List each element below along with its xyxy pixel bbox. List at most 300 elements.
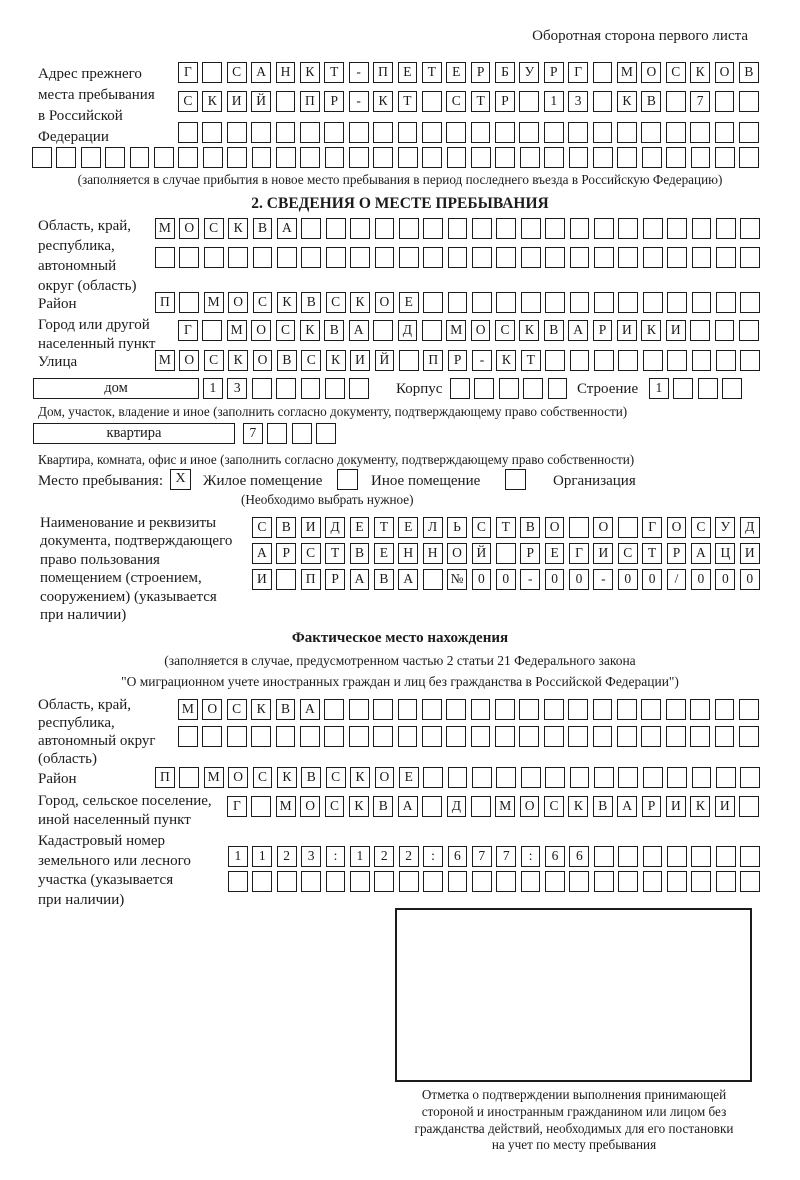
char-cell[interactable]: 0 — [545, 569, 565, 590]
char-cell[interactable] — [570, 247, 590, 268]
char-cell[interactable]: 2 — [374, 846, 394, 867]
char-cell[interactable]: 7 — [496, 846, 516, 867]
char-cell[interactable] — [521, 292, 541, 313]
char-cell[interactable] — [545, 350, 565, 371]
char-cell[interactable] — [594, 292, 614, 313]
char-cell[interactable]: Д — [740, 517, 760, 538]
char-cell[interactable] — [324, 699, 344, 720]
char-cell[interactable] — [471, 726, 491, 747]
char-cell[interactable] — [570, 292, 590, 313]
char-cell[interactable]: Е — [398, 62, 418, 83]
char-cell[interactable]: Ц — [715, 543, 735, 564]
char-cell[interactable] — [643, 292, 663, 313]
char-cell[interactable] — [715, 320, 735, 341]
char-cell[interactable]: - — [520, 569, 540, 590]
char-cell[interactable]: Й — [375, 350, 395, 371]
cadastral-row-2[interactable] — [228, 871, 760, 892]
char-cell[interactable]: 0 — [618, 569, 638, 590]
char-cell[interactable]: Р — [448, 350, 468, 371]
char-cell[interactable] — [422, 726, 442, 747]
char-cell[interactable]: И — [252, 569, 272, 590]
char-cell[interactable] — [349, 726, 369, 747]
char-cell[interactable] — [422, 91, 442, 112]
char-cell[interactable] — [495, 699, 515, 720]
char-cell[interactable]: Р — [324, 91, 344, 112]
char-cell[interactable] — [472, 247, 492, 268]
char-cell[interactable]: С — [253, 767, 273, 788]
char-cell[interactable] — [399, 871, 419, 892]
char-cell[interactable]: В — [593, 796, 613, 817]
char-cell[interactable] — [227, 726, 247, 747]
char-cell[interactable] — [349, 122, 369, 143]
char-cell[interactable] — [739, 320, 759, 341]
char-cell[interactable]: Н — [276, 62, 296, 83]
char-cell[interactable] — [739, 699, 759, 720]
char-cell[interactable]: К — [617, 91, 637, 112]
char-cell[interactable] — [545, 871, 565, 892]
char-cell[interactable] — [641, 699, 661, 720]
char-cell[interactable] — [716, 292, 736, 313]
char-cell[interactable] — [690, 122, 710, 143]
char-cell[interactable] — [450, 378, 470, 399]
char-cell[interactable] — [373, 122, 393, 143]
char-cell[interactable] — [267, 423, 287, 444]
char-cell[interactable]: П — [300, 91, 320, 112]
char-cell[interactable] — [692, 350, 712, 371]
char-cell[interactable] — [618, 871, 638, 892]
char-cell[interactable] — [422, 122, 442, 143]
char-cell[interactable]: Г — [569, 543, 589, 564]
char-cell[interactable]: О — [228, 292, 248, 313]
char-cell[interactable]: - — [349, 91, 369, 112]
char-cell[interactable] — [496, 871, 516, 892]
char-cell[interactable] — [523, 378, 543, 399]
checkbox-organizacia[interactable] — [505, 469, 526, 490]
char-cell[interactable]: Е — [398, 517, 418, 538]
char-cell[interactable] — [179, 767, 199, 788]
char-cell[interactable] — [594, 767, 614, 788]
char-cell[interactable] — [495, 147, 515, 168]
char-cell[interactable]: О — [179, 218, 199, 239]
char-cell[interactable]: А — [300, 699, 320, 720]
char-cell[interactable]: Д — [398, 320, 418, 341]
char-cell[interactable]: К — [202, 91, 222, 112]
s2-street-row[interactable] — [155, 350, 760, 371]
char-cell[interactable]: Т — [398, 91, 418, 112]
char-cell[interactable]: О — [300, 796, 320, 817]
char-cell[interactable]: К — [300, 320, 320, 341]
char-cell[interactable] — [179, 292, 199, 313]
char-cell[interactable]: А — [277, 218, 297, 239]
char-cell[interactable] — [521, 871, 541, 892]
char-cell[interactable] — [373, 147, 393, 168]
char-cell[interactable]: Й — [472, 543, 492, 564]
char-cell[interactable] — [716, 846, 736, 867]
char-cell[interactable] — [544, 699, 564, 720]
prev-address-row-1[interactable] — [178, 62, 759, 83]
char-cell[interactable]: М — [204, 767, 224, 788]
char-cell[interactable]: / — [667, 569, 687, 590]
char-cell[interactable] — [422, 699, 442, 720]
char-cell[interactable] — [324, 726, 344, 747]
char-cell[interactable] — [300, 726, 320, 747]
char-cell[interactable] — [228, 871, 248, 892]
char-cell[interactable] — [276, 147, 296, 168]
char-cell[interactable]: Р — [667, 543, 687, 564]
char-cell[interactable] — [715, 147, 735, 168]
char-cell[interactable] — [325, 147, 345, 168]
char-cell[interactable] — [643, 846, 663, 867]
char-cell[interactable] — [374, 871, 394, 892]
prev-address-row-4[interactable] — [32, 147, 759, 168]
char-cell[interactable] — [519, 726, 539, 747]
char-cell[interactable]: А — [568, 320, 588, 341]
char-cell[interactable] — [398, 726, 418, 747]
char-cell[interactable] — [740, 350, 760, 371]
char-cell[interactable] — [667, 871, 687, 892]
char-cell[interactable] — [643, 218, 663, 239]
actual-city-row[interactable] — [227, 796, 759, 817]
char-cell[interactable] — [545, 292, 565, 313]
char-cell[interactable]: К — [251, 699, 271, 720]
char-cell[interactable]: К — [277, 292, 297, 313]
char-cell[interactable]: А — [617, 796, 637, 817]
char-cell[interactable] — [544, 147, 564, 168]
char-cell[interactable]: О — [520, 796, 540, 817]
char-cell[interactable] — [740, 247, 760, 268]
char-cell[interactable] — [715, 726, 735, 747]
char-cell[interactable] — [349, 378, 369, 399]
char-cell[interactable]: О — [447, 543, 467, 564]
char-cell[interactable] — [643, 767, 663, 788]
char-cell[interactable] — [154, 147, 174, 168]
char-cell[interactable] — [423, 247, 443, 268]
char-cell[interactable] — [519, 122, 539, 143]
char-cell[interactable] — [202, 726, 222, 747]
char-cell[interactable]: С — [326, 767, 346, 788]
char-cell[interactable] — [471, 147, 491, 168]
char-cell[interactable]: И — [740, 543, 760, 564]
char-cell[interactable]: О — [228, 767, 248, 788]
char-cell[interactable] — [474, 378, 494, 399]
char-cell[interactable]: Р — [520, 543, 540, 564]
char-cell[interactable]: К — [228, 218, 248, 239]
char-cell[interactable]: И — [227, 91, 247, 112]
char-cell[interactable] — [350, 247, 370, 268]
char-cell[interactable]: 6 — [448, 846, 468, 867]
char-cell[interactable] — [447, 147, 467, 168]
char-cell[interactable]: П — [423, 350, 443, 371]
char-cell[interactable] — [398, 122, 418, 143]
char-cell[interactable] — [326, 218, 346, 239]
char-cell[interactable] — [716, 871, 736, 892]
char-cell[interactable]: В — [324, 320, 344, 341]
char-cell[interactable] — [251, 726, 271, 747]
char-cell[interactable] — [422, 796, 442, 817]
char-cell[interactable]: Г — [178, 320, 198, 341]
char-cell[interactable]: С — [227, 62, 247, 83]
char-cell[interactable] — [130, 147, 150, 168]
char-cell[interactable] — [496, 292, 516, 313]
char-cell[interactable] — [519, 91, 539, 112]
char-cell[interactable] — [740, 218, 760, 239]
char-cell[interactable] — [722, 378, 742, 399]
char-cell[interactable] — [618, 350, 638, 371]
char-cell[interactable] — [642, 147, 662, 168]
char-cell[interactable] — [618, 292, 638, 313]
char-cell[interactable] — [739, 147, 759, 168]
char-cell[interactable]: Т — [374, 517, 394, 538]
char-cell[interactable] — [471, 796, 491, 817]
char-cell[interactable]: А — [350, 569, 370, 590]
char-cell[interactable]: 6 — [545, 846, 565, 867]
actual-region-row-1[interactable] — [178, 699, 759, 720]
char-cell[interactable] — [105, 147, 125, 168]
char-cell[interactable] — [519, 699, 539, 720]
char-cell[interactable]: Г — [642, 517, 662, 538]
char-cell[interactable]: 1 — [228, 846, 248, 867]
char-cell[interactable]: С — [253, 292, 273, 313]
char-cell[interactable] — [691, 147, 711, 168]
char-cell[interactable] — [227, 122, 247, 143]
char-cell[interactable] — [276, 569, 296, 590]
char-cell[interactable] — [399, 218, 419, 239]
char-cell[interactable] — [496, 767, 516, 788]
char-cell[interactable]: В — [301, 767, 321, 788]
char-cell[interactable] — [594, 846, 614, 867]
char-cell[interactable]: 2 — [399, 846, 419, 867]
char-cell[interactable] — [350, 871, 370, 892]
s2-city-row[interactable] — [178, 320, 759, 341]
char-cell[interactable] — [422, 320, 442, 341]
char-cell[interactable] — [666, 147, 686, 168]
char-cell[interactable] — [570, 218, 590, 239]
char-cell[interactable]: 6 — [569, 846, 589, 867]
char-cell[interactable]: М — [178, 699, 198, 720]
char-cell[interactable] — [617, 699, 637, 720]
char-cell[interactable]: М — [204, 292, 224, 313]
char-cell[interactable]: К — [641, 320, 661, 341]
char-cell[interactable] — [32, 147, 52, 168]
char-cell[interactable]: 0 — [496, 569, 516, 590]
char-cell[interactable]: 0 — [569, 569, 589, 590]
char-cell[interactable]: С — [301, 350, 321, 371]
char-cell[interactable] — [594, 350, 614, 371]
char-cell[interactable]: : — [326, 846, 346, 867]
char-cell[interactable] — [570, 767, 590, 788]
char-cell[interactable] — [292, 423, 312, 444]
char-cell[interactable] — [252, 378, 272, 399]
char-cell[interactable]: Е — [374, 543, 394, 564]
char-cell[interactable] — [739, 726, 759, 747]
char-cell[interactable]: Т — [324, 62, 344, 83]
char-cell[interactable]: Ь — [447, 517, 467, 538]
char-cell[interactable]: О — [593, 517, 613, 538]
char-cell[interactable] — [300, 122, 320, 143]
char-cell[interactable] — [544, 122, 564, 143]
char-cell[interactable]: Т — [521, 350, 541, 371]
char-cell[interactable] — [399, 247, 419, 268]
char-cell[interactable]: В — [350, 543, 370, 564]
char-cell[interactable]: Г — [568, 62, 588, 83]
char-cell[interactable] — [448, 218, 468, 239]
char-cell[interactable] — [499, 378, 519, 399]
char-cell[interactable]: Т — [325, 543, 345, 564]
char-cell[interactable] — [472, 218, 492, 239]
char-cell[interactable] — [593, 91, 613, 112]
char-cell[interactable] — [251, 122, 271, 143]
char-cell[interactable] — [178, 147, 198, 168]
char-cell[interactable]: 1 — [350, 846, 370, 867]
doc-row-3[interactable] — [252, 569, 760, 590]
char-cell[interactable] — [155, 247, 175, 268]
char-cell[interactable] — [202, 320, 222, 341]
char-cell[interactable] — [716, 247, 736, 268]
char-cell[interactable]: К — [300, 62, 320, 83]
char-cell[interactable]: : — [521, 846, 541, 867]
char-cell[interactable]: Е — [545, 543, 565, 564]
char-cell[interactable] — [448, 292, 468, 313]
char-cell[interactable] — [276, 378, 296, 399]
char-cell[interactable]: М — [155, 218, 175, 239]
char-cell[interactable] — [740, 767, 760, 788]
char-cell[interactable] — [423, 292, 443, 313]
char-cell[interactable]: К — [690, 62, 710, 83]
char-cell[interactable]: : — [423, 846, 443, 867]
char-cell[interactable] — [202, 62, 222, 83]
char-cell[interactable]: С — [691, 517, 711, 538]
char-cell[interactable] — [276, 122, 296, 143]
char-cell[interactable] — [373, 699, 393, 720]
char-cell[interactable]: С — [178, 91, 198, 112]
char-cell[interactable]: С — [204, 218, 224, 239]
char-cell[interactable] — [373, 320, 393, 341]
char-cell[interactable] — [545, 247, 565, 268]
char-cell[interactable] — [423, 569, 443, 590]
char-cell[interactable] — [325, 378, 345, 399]
char-cell[interactable] — [617, 726, 637, 747]
char-cell[interactable]: Д — [447, 796, 467, 817]
char-cell[interactable]: К — [690, 796, 710, 817]
char-cell[interactable]: 3 — [568, 91, 588, 112]
char-cell[interactable]: И — [593, 543, 613, 564]
char-cell[interactable]: У — [715, 517, 735, 538]
char-cell[interactable]: К — [228, 350, 248, 371]
char-cell[interactable]: 0 — [642, 569, 662, 590]
char-cell[interactable]: В — [277, 350, 297, 371]
char-cell[interactable] — [521, 767, 541, 788]
char-cell[interactable]: С — [472, 517, 492, 538]
char-cell[interactable]: - — [593, 569, 613, 590]
char-cell[interactable] — [448, 247, 468, 268]
char-cell[interactable] — [690, 320, 710, 341]
char-cell[interactable] — [569, 147, 589, 168]
char-cell[interactable]: А — [691, 543, 711, 564]
char-cell[interactable] — [202, 122, 222, 143]
char-cell[interactable] — [690, 699, 710, 720]
char-cell[interactable]: 0 — [472, 569, 492, 590]
char-cell[interactable]: Р — [593, 320, 613, 341]
char-cell[interactable]: П — [155, 292, 175, 313]
char-cell[interactable] — [740, 292, 760, 313]
char-cell[interactable] — [276, 726, 296, 747]
char-cell[interactable] — [594, 247, 614, 268]
char-cell[interactable]: М — [276, 796, 296, 817]
char-cell[interactable] — [690, 726, 710, 747]
char-cell[interactable]: О — [202, 699, 222, 720]
char-cell[interactable]: 1 — [544, 91, 564, 112]
char-cell[interactable]: К — [568, 796, 588, 817]
char-cell[interactable]: С — [325, 796, 345, 817]
char-cell[interactable]: Р — [642, 796, 662, 817]
char-cell[interactable]: И — [301, 517, 321, 538]
char-cell[interactable] — [472, 767, 492, 788]
char-cell[interactable] — [667, 218, 687, 239]
char-cell[interactable] — [643, 871, 663, 892]
char-cell[interactable] — [716, 767, 736, 788]
char-cell[interactable] — [667, 846, 687, 867]
apartment-row[interactable] — [243, 423, 336, 444]
char-cell[interactable] — [471, 699, 491, 720]
char-cell[interactable] — [324, 122, 344, 143]
char-cell[interactable]: О — [471, 320, 491, 341]
char-cell[interactable]: И — [350, 350, 370, 371]
char-cell[interactable]: И — [617, 320, 637, 341]
char-cell[interactable] — [692, 247, 712, 268]
char-cell[interactable] — [496, 247, 516, 268]
char-cell[interactable] — [618, 247, 638, 268]
char-cell[interactable] — [228, 247, 248, 268]
char-cell[interactable] — [641, 122, 661, 143]
char-cell[interactable]: П — [301, 569, 321, 590]
char-cell[interactable] — [326, 871, 346, 892]
char-cell[interactable] — [520, 147, 540, 168]
char-cell[interactable] — [617, 147, 637, 168]
char-cell[interactable]: О — [375, 292, 395, 313]
char-cell[interactable]: М — [617, 62, 637, 83]
checkbox-zhiloe[interactable]: X — [170, 469, 191, 490]
char-cell[interactable]: С — [301, 543, 321, 564]
char-cell[interactable] — [666, 91, 686, 112]
char-cell[interactable] — [300, 147, 320, 168]
char-cell[interactable]: В — [276, 517, 296, 538]
char-cell[interactable] — [398, 699, 418, 720]
char-cell[interactable] — [375, 247, 395, 268]
char-cell[interactable]: С — [276, 320, 296, 341]
char-cell[interactable]: А — [398, 796, 418, 817]
char-cell[interactable] — [667, 247, 687, 268]
char-cell[interactable] — [178, 726, 198, 747]
char-cell[interactable] — [667, 767, 687, 788]
char-cell[interactable] — [423, 218, 443, 239]
char-cell[interactable] — [448, 767, 468, 788]
char-cell[interactable]: Г — [227, 796, 247, 817]
char-cell[interactable] — [446, 699, 466, 720]
char-cell[interactable]: 3 — [227, 378, 247, 399]
char-cell[interactable] — [277, 247, 297, 268]
char-cell[interactable]: В — [301, 292, 321, 313]
char-cell[interactable]: Н — [398, 543, 418, 564]
char-cell[interactable] — [618, 517, 638, 538]
char-cell[interactable]: 0 — [740, 569, 760, 590]
char-cell[interactable] — [472, 871, 492, 892]
char-cell[interactable] — [715, 91, 735, 112]
char-cell[interactable]: В — [253, 218, 273, 239]
char-cell[interactable]: 0 — [715, 569, 735, 590]
char-cell[interactable]: И — [666, 320, 686, 341]
char-cell[interactable] — [446, 726, 466, 747]
char-cell[interactable]: М — [227, 320, 247, 341]
